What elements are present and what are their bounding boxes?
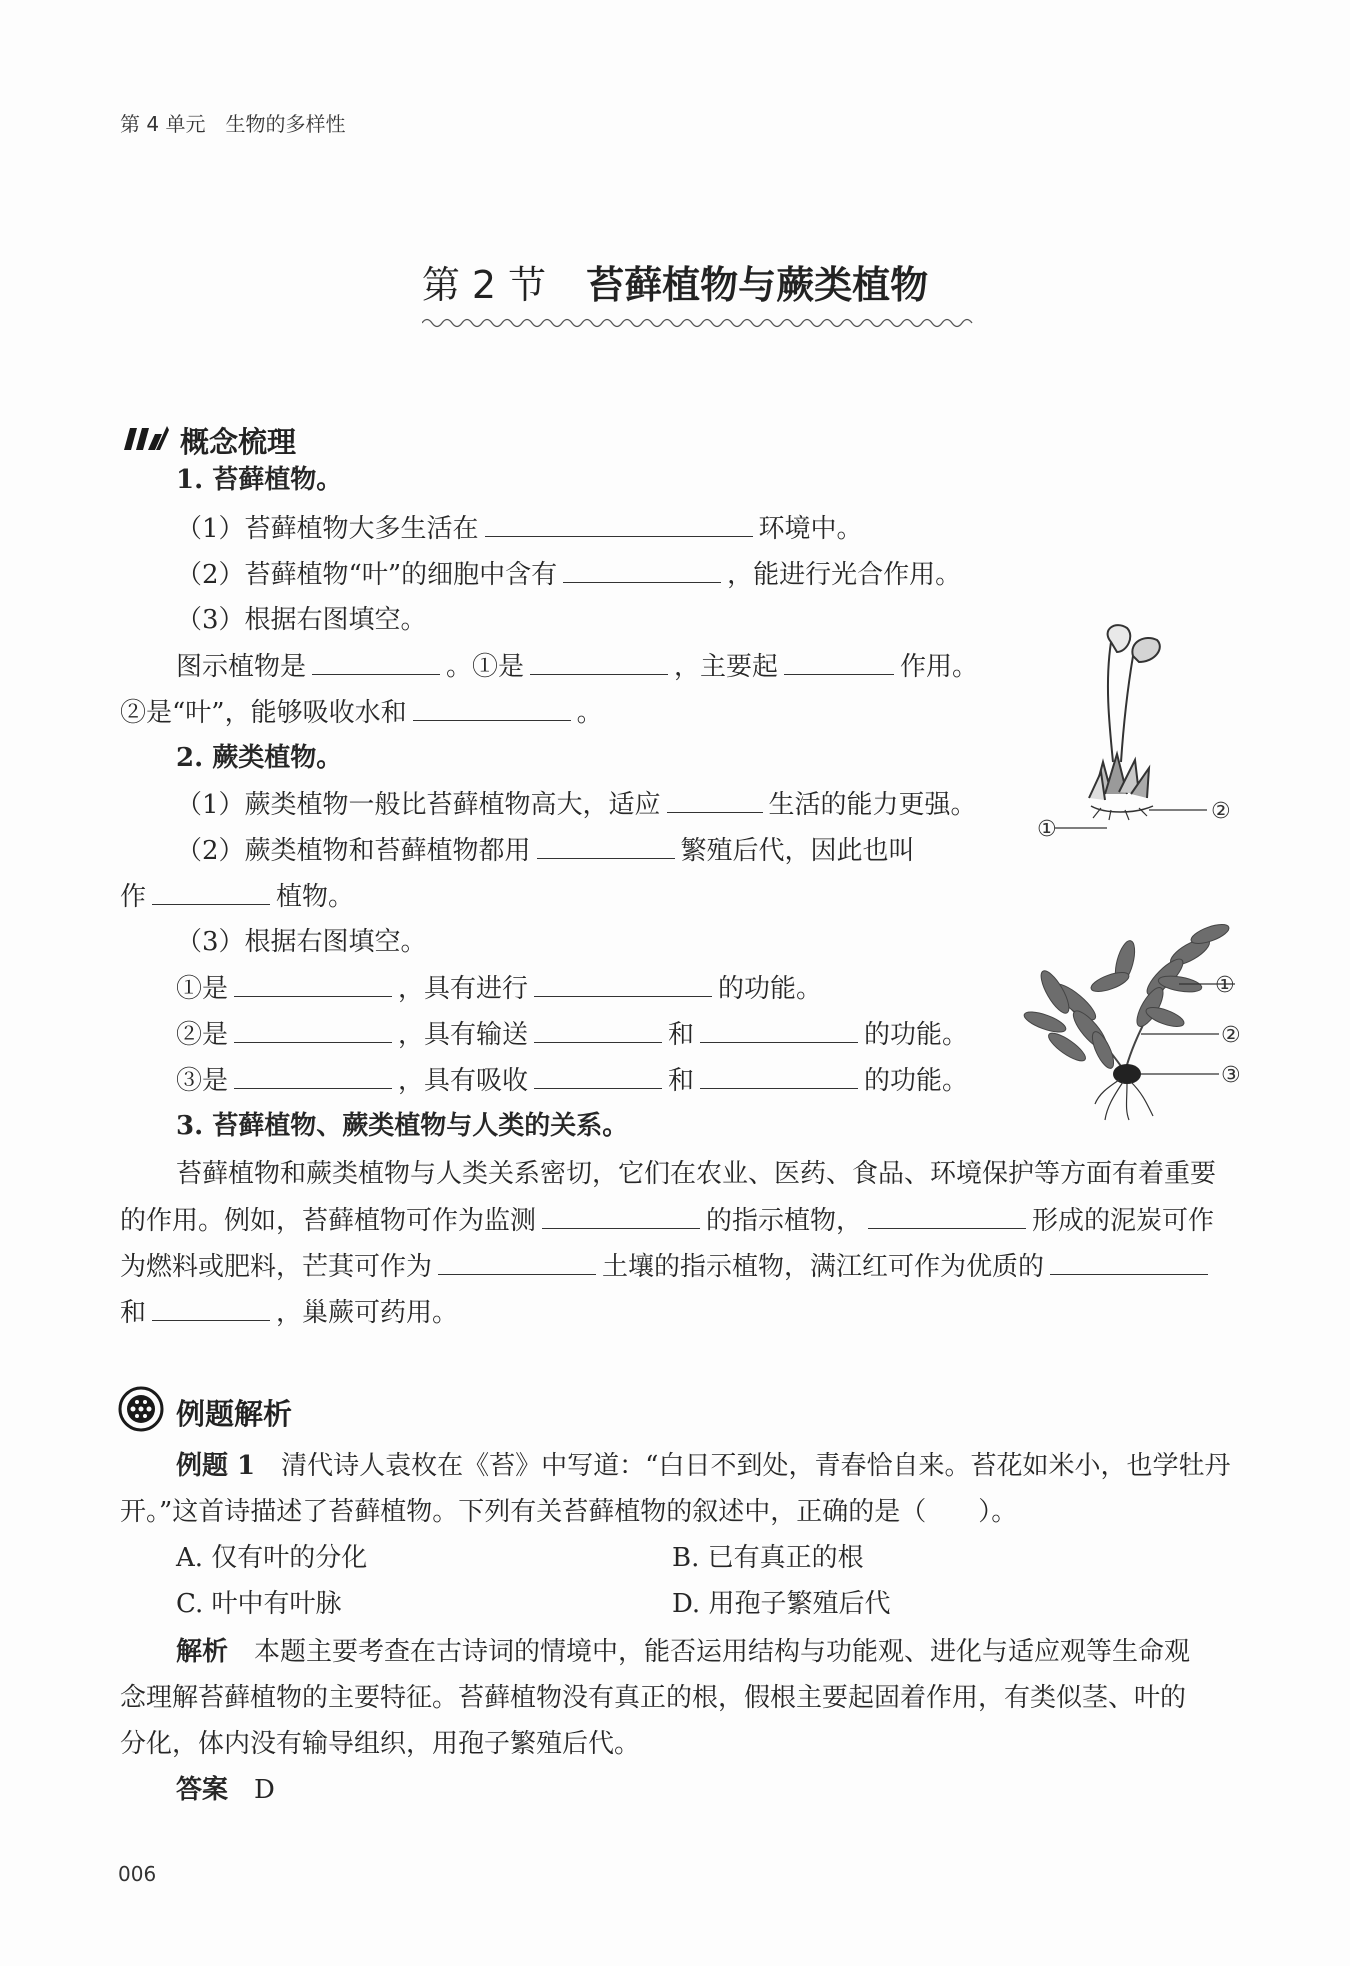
blank-field[interactable] <box>534 1018 662 1043</box>
fern-label-1: ① <box>1215 973 1235 998</box>
analysis-line3: 分化，体内没有输导组织，用孢子繁殖后代。 <box>120 1729 641 1759</box>
example-heading: 例题解析 <box>176 1397 293 1431</box>
moss-label-1: ① <box>1037 817 1057 842</box>
q1-3-fill: 图示植物是 。①是 ，主要起 作用。 <box>176 652 979 682</box>
concept-heading-icon <box>122 424 170 452</box>
blank-field[interactable] <box>234 1064 392 1089</box>
section-number: 第 2 节 <box>421 263 547 307</box>
q1-3: （3）根据右图填空。 <box>176 605 427 635</box>
option-a: A. 仅有叶的分化 <box>176 1543 368 1573</box>
blank-field[interactable] <box>530 650 668 675</box>
moss-label-2: ② <box>1211 799 1231 824</box>
q1-3-cont: ②是“叶”，能够吸收水和 。 <box>120 698 603 728</box>
q2-title: 2. 蕨类植物。 <box>176 743 343 773</box>
analysis-line1: 解析 本题主要考查在古诗词的情境中，能否运用结构与功能观、进化与适应观等生命观 <box>176 1637 1191 1667</box>
fern-figure <box>1015 922 1250 1122</box>
example-question-line1: 例题 1 清代诗人袁枚在《苔》中写道：“白日不到处，青春恰自来。苔花如米小，也学牡丹 <box>176 1451 1231 1481</box>
q2-1: （1）蕨类植物一般比苔藓植物高大，适应 生活的能力更强。 <box>176 790 977 820</box>
example-question-line2: 开。”这首诗描述了苔藓植物。下列有关苔藓植物的叙述中，正确的是（ ）。 <box>120 1497 1018 1527</box>
answer-line: 答案 D <box>176 1775 275 1805</box>
blank-field[interactable] <box>667 788 763 813</box>
page-number: 006 <box>118 1862 157 1886</box>
q2-3-row1: ①是 ，具有进行 的功能。 <box>176 974 823 1004</box>
blank-field[interactable] <box>542 1204 700 1229</box>
blank-field[interactable] <box>868 1204 1026 1229</box>
q3-title: 3. 苔藓植物、蕨类植物与人类的关系。 <box>176 1111 629 1141</box>
analysis-line2: 念理解苔藓植物的主要特征。苔藓植物没有真正的根，假根主要起固着作用，有类似茎、叶的 <box>120 1683 1187 1713</box>
moss-figure <box>1035 622 1245 847</box>
blank-field[interactable] <box>700 1064 858 1089</box>
option-b: B. 已有真正的根 <box>672 1543 864 1573</box>
q2-2: （2）蕨类植物和苔藓植物都用 繁殖后代，因此也叫 <box>176 836 915 866</box>
blank-field[interactable] <box>784 650 894 675</box>
blank-field[interactable] <box>152 880 270 905</box>
unit-header: 第 4 单元 生物的多样性 <box>120 112 346 136</box>
blank-field[interactable] <box>234 972 392 997</box>
blank-field[interactable] <box>534 1064 662 1089</box>
q2-3-row3: ③是 ，具有吸收 和 的功能。 <box>176 1066 969 1096</box>
blank-field[interactable] <box>234 1018 392 1043</box>
q3-p4: 和 ，巢蕨可药用。 <box>120 1298 459 1328</box>
blank-field[interactable] <box>563 558 721 583</box>
fern-label-3: ③ <box>1221 1063 1241 1088</box>
q1-2: （2）苔藓植物“叶”的细胞中含有 ，能进行光合作用。 <box>176 560 962 590</box>
section-title-text: 苔藓植物与蕨类植物 <box>586 263 929 307</box>
example-heading-icon <box>118 1386 164 1432</box>
blank-field[interactable] <box>1050 1250 1208 1275</box>
q2-3: （3）根据右图填空。 <box>176 927 427 957</box>
option-c: C. 叶中有叶脉 <box>176 1589 342 1619</box>
blank-field[interactable] <box>152 1296 270 1321</box>
title-wave-divider <box>422 314 982 332</box>
blank-field[interactable] <box>413 696 571 721</box>
blank-field[interactable] <box>312 650 440 675</box>
blank-field[interactable] <box>537 834 675 859</box>
q1-1: （1）苔藓植物大多生活在 环境中。 <box>176 514 863 544</box>
blank-field[interactable] <box>438 1250 596 1275</box>
q3-p3: 为燃料或肥料，芒萁可作为 土壤的指示植物，满江红可作为优质的 <box>120 1250 1214 1283</box>
q2-2-cont: 作 植物。 <box>120 882 355 912</box>
q3-p2: 的作用。例如，苔藓植物可作为监测 的指示植物， 形成的泥炭可作 <box>120 1206 1215 1236</box>
q1-title: 1. 苔藓植物。 <box>176 465 343 495</box>
blank-field[interactable] <box>485 512 753 537</box>
q3-p1: 苔藓植物和蕨类植物与人类关系密切，它们在农业、医药、食品、环境保护等方面有着重要 <box>176 1159 1217 1189</box>
blank-field[interactable] <box>534 972 712 997</box>
option-d: D. 用孢子繁殖后代 <box>672 1589 891 1619</box>
q2-3-row2: ②是 ，具有输送 和 的功能。 <box>176 1020 969 1050</box>
concept-heading: 概念梳理 <box>180 425 297 459</box>
section-title <box>0 254 1350 309</box>
blank-field[interactable] <box>700 1018 858 1043</box>
fern-label-2: ② <box>1221 1023 1241 1048</box>
